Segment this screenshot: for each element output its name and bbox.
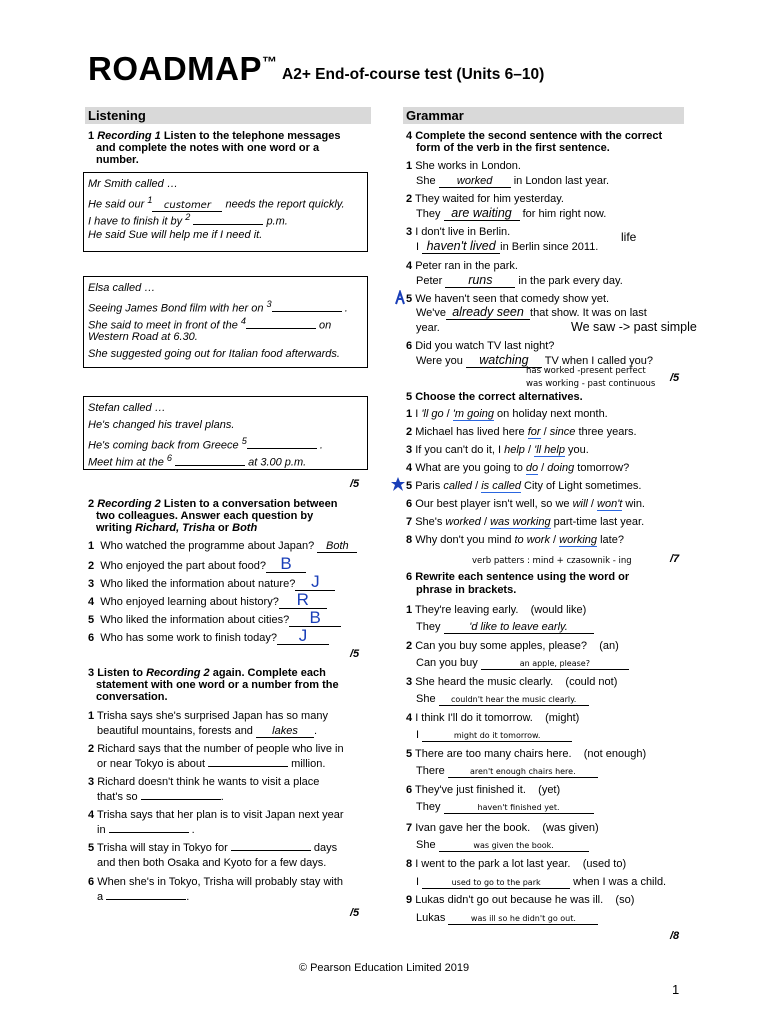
exercise-2-items [88, 540, 368, 660]
answer-g6-4[interactable]: might do it tomorrow. [453, 731, 541, 740]
answer-g4-4[interactable]: runs [468, 273, 493, 287]
list-item: 3 If you can't do it, I help / 'll help you. [406, 444, 589, 456]
note-past-continuous: was working - past continuous [526, 379, 656, 389]
list-item: 5 Who liked the information about cities? B [88, 612, 341, 627]
answer-g4-6[interactable]: watching [479, 353, 529, 367]
answer-q3-3[interactable] [141, 799, 221, 800]
exercise-5-items [406, 408, 706, 558]
answer-1[interactable]: customer [163, 199, 211, 211]
answer-g6-8[interactable]: used to go to the park [451, 878, 541, 887]
list-item: 8 Why don't you mind to work / working late? [406, 534, 624, 546]
brand-title: ROADMAP™ [88, 50, 278, 87]
margin-note-past-simple: We saw -> past simple [571, 320, 697, 334]
answer-g6-9[interactable]: was ill so he didn't go out. [470, 914, 576, 923]
listening-heading: Listening [85, 107, 371, 124]
list-item: 2 Who enjoyed the part about food? B [88, 558, 306, 573]
answer-g6-2[interactable]: an apple, please? [519, 659, 590, 668]
answer-g6-1[interactable]: 'd like to leave early. [469, 621, 568, 633]
score-ex1: /5 [350, 478, 360, 490]
score-ex3: /5 [350, 907, 360, 919]
answer-q2-1[interactable]: Both [326, 540, 349, 552]
answer-q2-2[interactable]: B [280, 554, 292, 573]
note-verb-patterns: verb patters : mind + czasownik - ing [472, 556, 632, 566]
page-number: 1 [672, 982, 680, 997]
answer-g6-6[interactable]: haven't finished yet. [477, 803, 560, 812]
message-box-elsa: Elsa called … Seeing James Bond film with her on $^3$ . She said to meet in front of the $^4$ on Western Road at 6.30. She suggested going out for Italian food afterwards. [83, 276, 368, 368]
note-present-perfect: has worked -present perfect [526, 366, 646, 376]
answer-6-blank[interactable] [175, 465, 245, 466]
answer-q2-4[interactable]: R [296, 590, 309, 609]
answer-q2-6[interactable]: J [298, 626, 308, 645]
answer-3-blank[interactable] [272, 311, 342, 312]
score-ex2: /5 [350, 648, 360, 660]
answer-g4-3[interactable]: haven't lived [426, 239, 496, 253]
answer-g4-2[interactable]: are waiting [451, 206, 512, 220]
answer-q3-6[interactable] [106, 899, 186, 900]
answer-q3-4[interactable] [109, 832, 189, 833]
answer-g4-5[interactable]: already seen [452, 305, 524, 319]
answer-g6-7[interactable]: was given the book. [473, 841, 554, 850]
answer-q2-5[interactable]: B [309, 608, 321, 627]
message-box-mr-smith: Mr Smith called … He said our $^1$ customer needs the report quickly. I have to finish it by $^2$ p.m. He said Sue will help me if I need it. [83, 172, 368, 252]
list-item: 2 Michael has lived here for / since three years. [406, 426, 637, 438]
list-item: 1 Who watched the programme about Japan? Both [88, 540, 357, 553]
list-item: 6 Our best player isn't well, so we will / won't win. [406, 498, 645, 510]
answer-g6-5[interactable]: aren't enough chairs here. [469, 767, 576, 776]
answer-g4-1[interactable]: worked [456, 175, 493, 187]
answer-q3-2[interactable] [208, 766, 288, 767]
exercise-4-items: 1 She works in London. She worked in London last year. 2 They waited for him yesterday. They are waiting for him right now. 3 I don't live in Berlin. I haven't lived in Berlin since 2011. 4 Peter ran in the park. Peter runs in the park every day. 5 We haven't seen that comedy show yet. We've already seen that show. It was on last year. 6 Did you watch TV last night? Were you watching TV when I called you? [406, 160, 654, 367]
answer-g6-3[interactable]: couldn't hear the music clearly. [450, 695, 577, 704]
exercise-3-items: 1 Trisha says she's surprised Japan has so many beautiful mountains, forests and lakes . 2 Richard says that the number of people who live in or near Tokyo is about million. 3 Richard doesn't think he wants to visit a place that's so . 4 Trisha says that her plan is to visit Japan next year in . 5 Trisha will stay in Tokyo for days and then both Osaka and Kyoto for a few days. 6 When she's in Tokyo, Trisha will probably stay with a . [88, 710, 344, 903]
answer-5-blank[interactable] [247, 448, 317, 449]
answer-2-blank[interactable] [193, 224, 263, 225]
score-ex4: /5 [670, 372, 680, 384]
list-item: 3 Who liked the information about nature? J [88, 576, 335, 591]
list-item: 7 She's worked / was working part-time last year. [406, 516, 645, 528]
score-ex5: /7 [670, 553, 680, 565]
answer-q3-1[interactable]: lakes [272, 725, 298, 737]
answer-q3-5[interactable] [231, 850, 311, 851]
margin-note-life: life [621, 230, 637, 244]
copyright: © Pearson Education Limited 2019 [298, 962, 470, 974]
exercise-5-instructions: 5 Choose the correct alternatives. [406, 391, 583, 403]
exercise-6-items: 1 They're leaving early. (would like) They 'd like to leave early. 2 Can you buy some apples, please? (an) Can you buy an apple, please? 3 She heard the music clearly. (could not) She couldn't hear the music clearly. 4 I think I'll do it tomorrow. (might) I might do it tomorrow. 5 There are too many chairs here. (not enough) There aren't enough chairs here. 6 They've just finished it. (yet) They haven't finished yet. 7 Ivan gave her the book. (was given) She was given the book. 8 I went to the park a lot last year. (used to) I used to go to the park when I was a child. 9 Lukas didn't go out because he was ill. (so) Lukas was ill so he didn't go out. [406, 604, 667, 924]
grammar-heading: Grammar [403, 107, 684, 124]
list-item: 4 What are you going to do / doing tomorrow? [406, 462, 630, 474]
answer-4-blank[interactable] [246, 328, 316, 329]
list-item: 6 Who has some work to finish today? J [88, 630, 329, 645]
list-item: 5 Paris called / is called City of Light sometimes. [406, 480, 642, 492]
message-box-stefan: Stefan called … He's changed his travel plans. He's coming back from Greece $^5$ . Meet him at the $^6$ at 3.00 p.m. [83, 396, 368, 470]
list-item: 1 I 'll go / 'm going on holiday next month. [406, 408, 608, 420]
list-item: 4 Who enjoyed learning about history? R [88, 594, 327, 609]
answer-q2-3[interactable]: J [311, 572, 320, 591]
star-mark-icon [390, 476, 406, 492]
pen-mark-icon [394, 290, 406, 306]
test-subtitle: A2+ End-of-course test (Units 6–10) [282, 66, 545, 83]
score-ex6: /8 [670, 930, 680, 942]
